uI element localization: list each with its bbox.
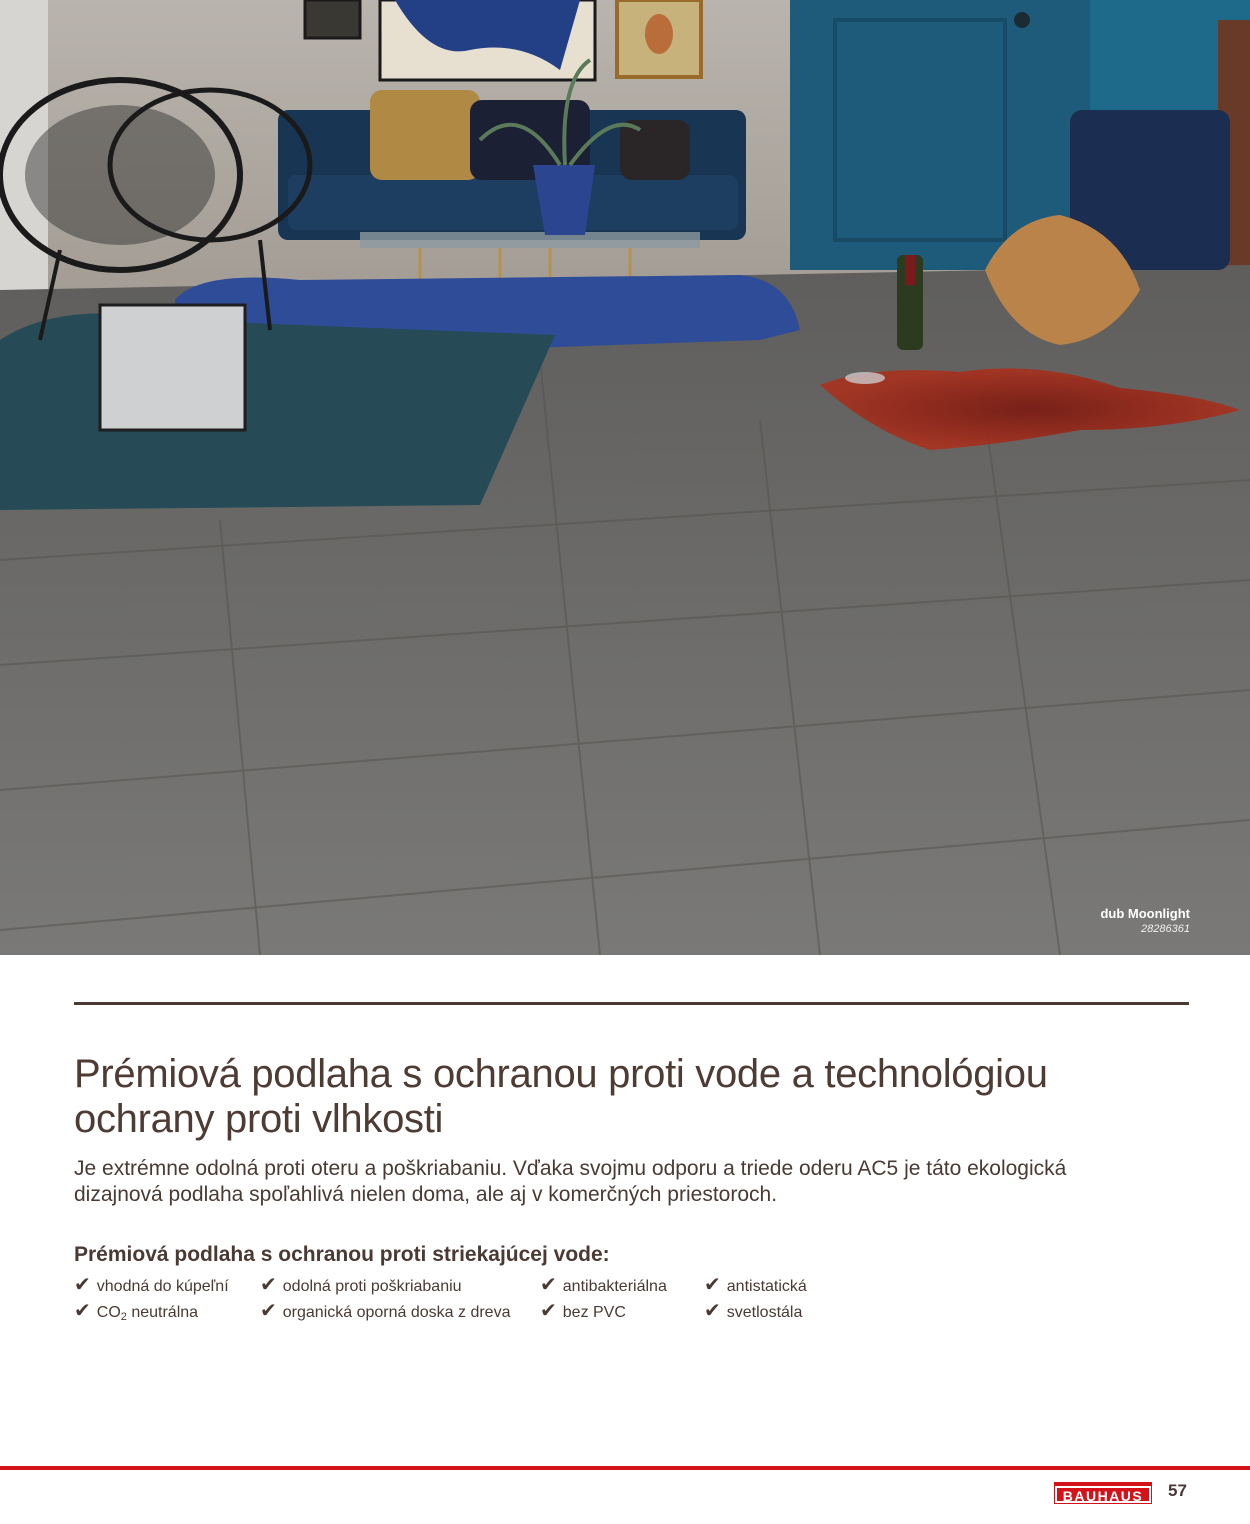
coffee-table	[360, 232, 700, 248]
feature-item	[74, 1274, 229, 1298]
body-line-2: dizajnová podlaha spoľahlivá nielen doma, ale aj v komerčných priestoroch.	[74, 1183, 778, 1206]
page-headline	[74, 1052, 1174, 1142]
wall-art-1	[305, 0, 360, 38]
footer-rule	[0, 1466, 1250, 1470]
wine-glass	[845, 372, 885, 384]
feature-item	[74, 1300, 198, 1328]
feature-text: odolná proti poškriabaniu	[282, 1278, 462, 1295]
feature-text: antibakteriálna	[562, 1278, 667, 1295]
check-icon: ✔	[260, 1300, 277, 1322]
feature-item	[540, 1274, 667, 1298]
product-code: 28286361	[1141, 923, 1190, 935]
magazine-basket	[100, 305, 245, 430]
feature-item	[704, 1300, 802, 1324]
check-icon: ✔	[74, 1274, 91, 1296]
feature-item	[260, 1300, 510, 1324]
feature-text: bez PVC	[562, 1304, 626, 1321]
feature-text-co2: $CO_2$ neutrálna	[96, 1304, 199, 1323]
features-list	[74, 1274, 1074, 1330]
feature-item	[704, 1274, 807, 1298]
body-paragraph	[74, 1156, 1174, 1208]
teal-rug	[0, 313, 555, 510]
bauhaus-logo: BAUHAUS	[1055, 1483, 1151, 1503]
feature-text: svetlostála	[726, 1304, 803, 1321]
features-title: Prémiová podlaha s ochranou proti striekajúcej vode:	[74, 1243, 610, 1266]
product-name: dub Moonlight	[1100, 906, 1190, 921]
feature-text: antistatická	[726, 1278, 807, 1295]
divider-rule	[74, 1002, 1189, 1005]
feature-text: organická oporná doska z dreva	[282, 1304, 511, 1321]
feature-text: vhodná do kúpeľní	[96, 1278, 229, 1295]
feature-item	[540, 1300, 626, 1324]
check-icon: ✔	[540, 1300, 557, 1322]
feature-item	[260, 1274, 462, 1298]
check-icon: ✔	[260, 1274, 277, 1296]
page-number: 57	[1168, 1481, 1187, 1500]
body-line-1: Je extrémne odolná proti oteru a poškriabaniu. Vďaka svojmu odporu a triede oderu AC5 je táto ekologická	[74, 1157, 1067, 1180]
check-icon: ✔	[540, 1274, 557, 1296]
headline-line-2: ochrany proti vlhkosti	[74, 1097, 444, 1141]
check-icon: ✔	[74, 1300, 91, 1322]
check-icon: ✔	[704, 1274, 721, 1296]
product-caption	[1100, 906, 1190, 936]
check-icon: ✔	[704, 1300, 721, 1322]
headline-line-1: Prémiová podlaha s ochranou proti vode a technológiou	[74, 1052, 1048, 1096]
